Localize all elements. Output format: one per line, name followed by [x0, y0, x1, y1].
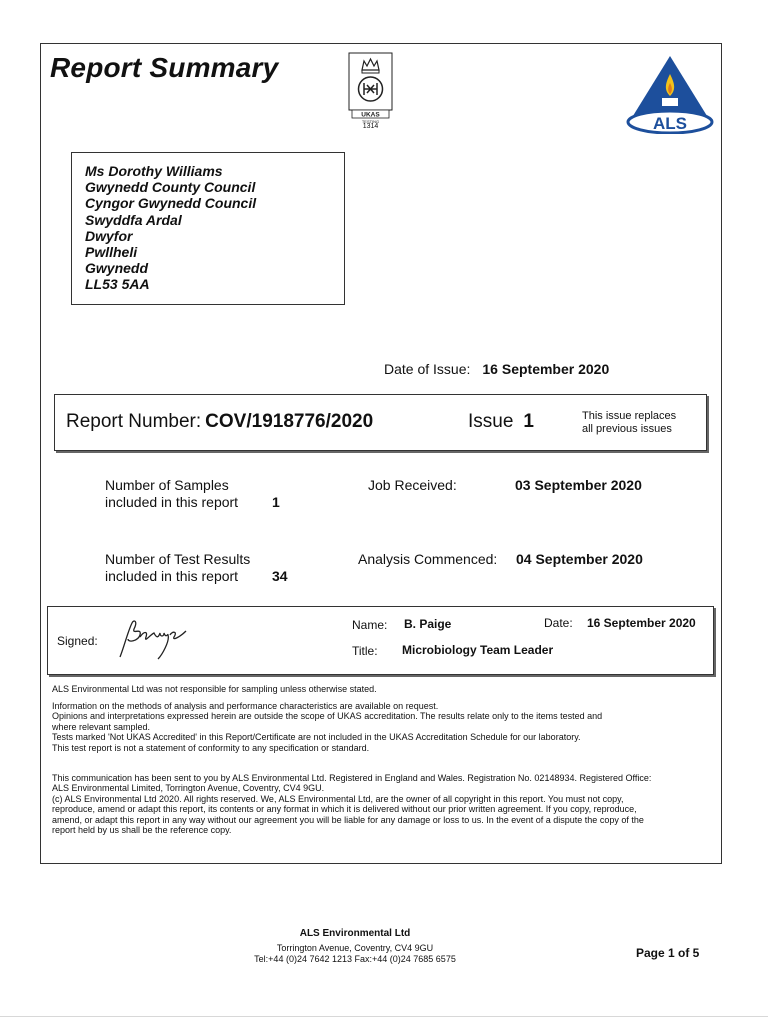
address-line: Dwyfor	[85, 227, 133, 244]
ukas-number: 1314	[362, 123, 379, 130]
als-logo-text: ALS	[653, 114, 687, 133]
disclaimer-line: report held by us shall be the reference copy.	[52, 825, 232, 836]
disclaimer-line: reproduce, amend or adapt this report, its contents or any format in which it is delivered without our prior written agreement. If you copy, reproduce,	[52, 804, 637, 815]
samples-label	[105, 477, 238, 511]
title-label: Title:	[352, 644, 378, 658]
issue-label: Issue	[468, 411, 514, 432]
address-line: Pwllheli	[85, 244, 138, 261]
samples-label-line: included in this report	[105, 494, 239, 510]
signed-label: Signed:	[57, 634, 98, 648]
disclaimer-line: This test report is not a statement of conformity to any specification or standard.	[52, 742, 370, 753]
disclaimer-line: ALS Environmental Limited, Torrington Avenue, Coventry, CV4 9GU.	[52, 783, 325, 794]
disclaimer-line: Information on the methods of analysis and performance characteristics are available on request.	[52, 701, 439, 711]
page-title: Report Summary	[50, 52, 279, 83]
disclaimer-line: This communication has been sent to you by ALS Environmental Ltd. Registered in England and Wales. Registration No. 02148934. Registered Office:	[52, 773, 652, 783]
disclaimer-line: (c) ALS Environmental Ltd 2020. All rights reserved. We, ALS Environmental Ltd, are the owner of all copyright in this report. You must not copy,	[52, 793, 624, 804]
sampling-disclaimer: ALS Environmental Ltd was not responsible for sampling unless otherwise stated.	[52, 684, 377, 694]
sign-date-value: 16 September 2020	[587, 616, 696, 630]
report-number-label: Report Number:	[66, 411, 202, 432]
date-of-issue	[384, 361, 609, 377]
replaces-note	[582, 410, 702, 436]
address-line: LL53 5AA	[85, 276, 150, 293]
signature-image	[114, 617, 192, 661]
date-of-issue-label: Date of Issue:	[384, 361, 471, 377]
job-received-value: 03 September 2020	[515, 477, 642, 493]
title-value: Microbiology Team Leader	[402, 643, 554, 657]
ukas-crown-icon	[348, 52, 393, 124]
results-label-line: included in this report	[105, 568, 239, 584]
footer-address-line: Torrington Avenue, Coventry, CV4 9GU	[276, 943, 434, 953]
sign-date-label: Date:	[544, 616, 573, 630]
footer-address	[0, 943, 710, 965]
footer-company: ALS Environmental Ltd	[299, 928, 411, 939]
address-line: Cyngor Gwynedd Council	[85, 195, 257, 212]
footer-contact-line: Tel:+44 (0)24 7642 1213 Fax:+44 (0)24 7685 6575	[254, 954, 456, 964]
address-line: Swyddfa Ardal	[85, 211, 182, 228]
name-value: B. Paige	[404, 617, 452, 631]
address-line: Ms Dorothy Williams	[85, 163, 223, 179]
ukas-accreditation-mark	[348, 52, 393, 134]
page-edge-divider	[0, 1016, 768, 1017]
analysis-commenced-value: 04 September 2020	[516, 551, 643, 567]
report-number	[66, 411, 373, 433]
page-number: Page 1 of 5	[636, 946, 700, 960]
results-label-line: Number of Test Results	[105, 551, 251, 567]
disclaimer-line: Tests marked 'Not UKAS Accredited' in this Report/Certificate are not included in the UKAS Accreditation Schedule for our laboratory.	[52, 732, 581, 743]
als-triangle-icon	[624, 52, 716, 134]
results-label	[105, 551, 250, 585]
replaces-note-line: This issue replaces	[582, 410, 677, 422]
replaces-note-line: all previous issues	[582, 423, 672, 435]
copyright-notice	[52, 773, 716, 835]
analysis-commenced-label: Analysis Commenced:	[358, 551, 498, 567]
ukas-sub-label: TESTING	[361, 119, 380, 124]
disclaimer-line: amend, or adapt this report in any way without our agreement you will be liable for any damage or loss to us. In the event of a dispute the copy of the	[52, 814, 644, 825]
disclaimer-line: Opinions and interpretations expressed herein are outside the scope of UKAS accreditation. The results relate only to the items tested and	[52, 711, 603, 722]
address-line: Gwynedd	[85, 260, 149, 277]
report-number-value: COV/1918776/2020	[205, 411, 374, 432]
issue-value: 1	[523, 411, 534, 432]
samples-label-line: Number of Samples	[105, 477, 229, 493]
results-value: 34	[272, 568, 288, 584]
address-line: Gwynedd County Council	[85, 179, 256, 196]
methods-disclaimer	[52, 701, 716, 753]
name-label: Name:	[352, 618, 388, 632]
report-number-box	[54, 394, 707, 451]
als-logo	[624, 52, 716, 134]
disclaimer-line: where relevant sampled.	[52, 721, 151, 732]
date-of-issue-value: 16 September 2020	[482, 361, 610, 377]
recipient-address	[71, 152, 345, 305]
issue-number	[468, 411, 534, 433]
job-received-label: Job Received:	[368, 477, 457, 493]
ukas-label: UKAS	[361, 111, 380, 119]
samples-value: 1	[272, 494, 280, 510]
